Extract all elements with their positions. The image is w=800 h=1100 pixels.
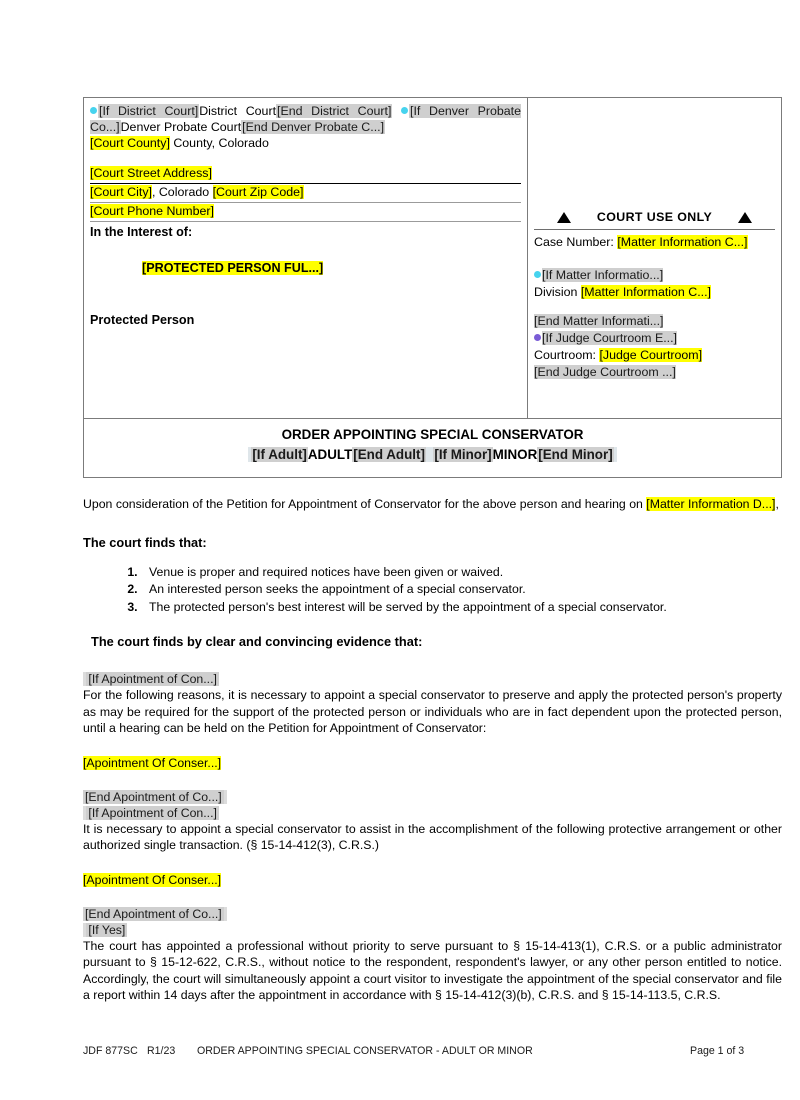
county-suffix: County, Colorado	[169, 136, 269, 150]
division-label: Division	[534, 285, 578, 299]
end-judge-courtroom-row	[534, 364, 775, 381]
if-adult-tag[interactable]: [If Adult]	[252, 447, 307, 462]
triangle-left-icon	[557, 212, 571, 223]
spacer-4	[83, 550, 782, 564]
minor-text: MINOR	[492, 447, 538, 462]
end-minor-tag[interactable]: [End Minor]	[538, 447, 613, 462]
appointment-of-conservator-field-1[interactable]: [Apointment Of Conser...]	[83, 755, 222, 770]
spacer-3	[83, 513, 782, 535]
city-mid-text: , Colorado	[151, 185, 213, 199]
block1-if-tag-row	[83, 671, 782, 687]
block2-field-row	[83, 872, 782, 888]
document-body	[83, 496, 782, 1004]
if-matter-information-row	[534, 267, 775, 284]
spacer-5	[83, 616, 782, 634]
conditional-marker-dot-icon	[90, 107, 97, 114]
caption-left-cell	[84, 98, 528, 418]
document-subtitle	[90, 446, 775, 464]
division-row	[534, 284, 775, 301]
clear-convincing-heading: The court finds by clear and convincing evidence that:	[91, 634, 423, 649]
street-address-row	[90, 165, 521, 184]
court-street-address-field[interactable]: [Court Street Address]	[90, 166, 212, 180]
if-minor-tag[interactable]: [If Minor]	[434, 447, 492, 462]
block2-end-tag-row	[83, 906, 782, 922]
end-denver-probate-tag[interactable]: [End Denver Probate C...]	[242, 120, 385, 134]
end-appointment-of-conservator-tag-2[interactable]: [End Apointment of Co...]	[85, 906, 222, 921]
findings-list	[83, 564, 782, 617]
if-matter-information-tag[interactable]: [If Matter Informatio...]	[542, 268, 664, 282]
city-zip-row	[90, 184, 521, 203]
if-judge-courtroom-tag[interactable]: [If Judge Courtroom E...]	[542, 331, 677, 345]
intro-paragraph	[83, 496, 782, 513]
list-item: 3. The protected person's best interest will be served by the appointment of a special conservator.	[141, 599, 782, 617]
court-zip-field[interactable]: [Court Zip Code]	[212, 185, 304, 199]
footer-revision: R1/23	[147, 1045, 176, 1057]
protected-person-label: Protected Person	[90, 313, 195, 327]
spacer-8	[83, 771, 782, 789]
block1-field-row	[83, 755, 782, 771]
if-district-court-tag[interactable]: [If District Court]	[99, 104, 199, 118]
phone-row	[90, 203, 521, 222]
district-court-text: District Court	[199, 104, 277, 118]
spacer-7	[83, 737, 782, 755]
document-title-row	[84, 418, 781, 477]
county-line	[90, 135, 521, 151]
spacer-2	[534, 301, 775, 313]
appointment-of-conservator-field-2[interactable]: [Apointment Of Conser...]	[83, 872, 222, 887]
if-yes-tag[interactable]: [If Yes]	[88, 922, 126, 937]
triangle-right-icon	[738, 212, 752, 223]
end-matter-information-tag[interactable]: [End Matter Informati...]	[534, 314, 664, 328]
case-number-row	[534, 234, 775, 251]
spacer-10	[83, 888, 782, 906]
block1-end-tag-row	[83, 789, 782, 805]
court-finds-heading: The court finds that:	[83, 534, 207, 550]
spacer-6	[83, 649, 782, 671]
case-number-label: Case Number:	[534, 235, 614, 249]
conditional-marker-dot-icon-4	[534, 334, 541, 341]
court-use-only-block	[534, 210, 775, 381]
in-the-interest-of-label: In the Interest of:	[90, 225, 193, 239]
end-appointment-of-conservator-tag-1[interactable]: [End Apointment of Co...]	[85, 789, 222, 804]
block2-paragraph: It is necessary to appoint a special conservator to assist in the accomplishment of the following protective arrangement or other authorized single transaction. (§ 15-14-412(3), C.R.S.)	[83, 821, 782, 852]
caption-right-cell	[528, 98, 781, 418]
court-use-only-heading-row	[534, 210, 775, 229]
case-number-field[interactable]: [Matter Information C...]	[617, 235, 748, 249]
protected-person-name-field[interactable]: [PROTECTED PERSON FUL...]	[142, 261, 324, 275]
court-use-divider	[534, 229, 775, 230]
protected-person-name-row	[142, 261, 521, 275]
courtroom-row	[534, 347, 775, 364]
conditional-marker-dot-icon-3	[534, 271, 541, 278]
spacer-1	[534, 251, 775, 267]
end-matter-information-row	[534, 313, 775, 330]
end-adult-tag[interactable]: [End Adult]	[353, 447, 425, 462]
division-field[interactable]: [Matter Information C...]	[580, 285, 711, 299]
block1-paragraph: For the following reasons, it is necessary to appoint a special conservator to preserve and apply the protected person's property as may be required for the support of the protected person or individuals who are in fact dependent upon the protected person, until a hearing can be held on the Petition for Appointment of Conservator:	[83, 688, 782, 735]
document-title: ORDER APPOINTING SPECIAL CONSERVATOR	[281, 427, 584, 442]
court-city-field[interactable]: [Court City]	[90, 185, 152, 199]
footer-page-number: Page 1 of 3	[690, 1045, 745, 1057]
if-appointment-of-conservator-tag-1[interactable]: [If Apointment of Con...]	[88, 672, 217, 686]
footer-form-id: JDF 877SC	[83, 1045, 138, 1057]
footer-title: ORDER APPOINTING SPECIAL CONSERVATOR - ADULT OR MINOR	[197, 1045, 533, 1057]
if-denver-probate-tag[interactable]: [If Denver Probate Co...]	[90, 104, 521, 134]
end-district-court-tag[interactable]: [End District Court]	[277, 104, 392, 118]
end-judge-courtroom-tag[interactable]: [End Judge Courtroom ...]	[534, 365, 676, 379]
courtroom-label: Courtroom:	[534, 348, 596, 362]
address-block	[90, 165, 521, 222]
caption-top-row	[84, 98, 781, 418]
intro-pre-text: Upon consideration of the Petition for Appointment of Conservator for the above person and hearing on	[83, 497, 647, 511]
conditional-marker-dot-icon-2	[401, 107, 408, 114]
denver-probate-court-text: Denver Probate Court	[120, 120, 242, 134]
block3-paragraph: The court has appointed a professional without priority to serve pursuant to § 15-14-413(1), C.R.S. or a public administrator pursuant to § 15-12-622, C.R.S., without notice to the respondent, respondent's lawyer, or any other person entitled to notice. Accordingly, the court will simultaneously appoint a court visitor to investigate the appointment of the special conservator and file a report within 14 days after the appointment in accordance with § 15-14-412(3)(b), C.R.S. and § 15-14-113.5, C.R.S.	[83, 938, 782, 1002]
court-type-line	[90, 103, 521, 135]
court-use-only-label: COURT USE ONLY	[596, 210, 713, 224]
page-footer	[83, 1045, 782, 1057]
block3-if-tag-row	[83, 922, 782, 938]
if-appointment-of-conservator-tag-2[interactable]: [If Apointment of Con...]	[88, 805, 217, 820]
if-judge-courtroom-row	[534, 330, 775, 347]
court-phone-field[interactable]: [Court Phone Number]	[90, 204, 214, 218]
hearing-date-field[interactable]: [Matter Information D...]	[646, 497, 776, 511]
block2-if-tag-row	[83, 805, 782, 821]
courtroom-field[interactable]: [Judge Courtroom]	[599, 348, 703, 362]
caption-table	[83, 97, 782, 478]
spacer-9	[83, 854, 782, 872]
list-item: 1. Venue is proper and required notices have been given or waived.	[141, 564, 782, 582]
adult-text: ADULT	[307, 447, 353, 462]
intro-post-text: ,	[775, 497, 779, 511]
court-county-field[interactable]: [Court County]	[90, 136, 170, 150]
list-item: 2. An interested person seeks the appointment of a special conservator.	[141, 581, 782, 599]
